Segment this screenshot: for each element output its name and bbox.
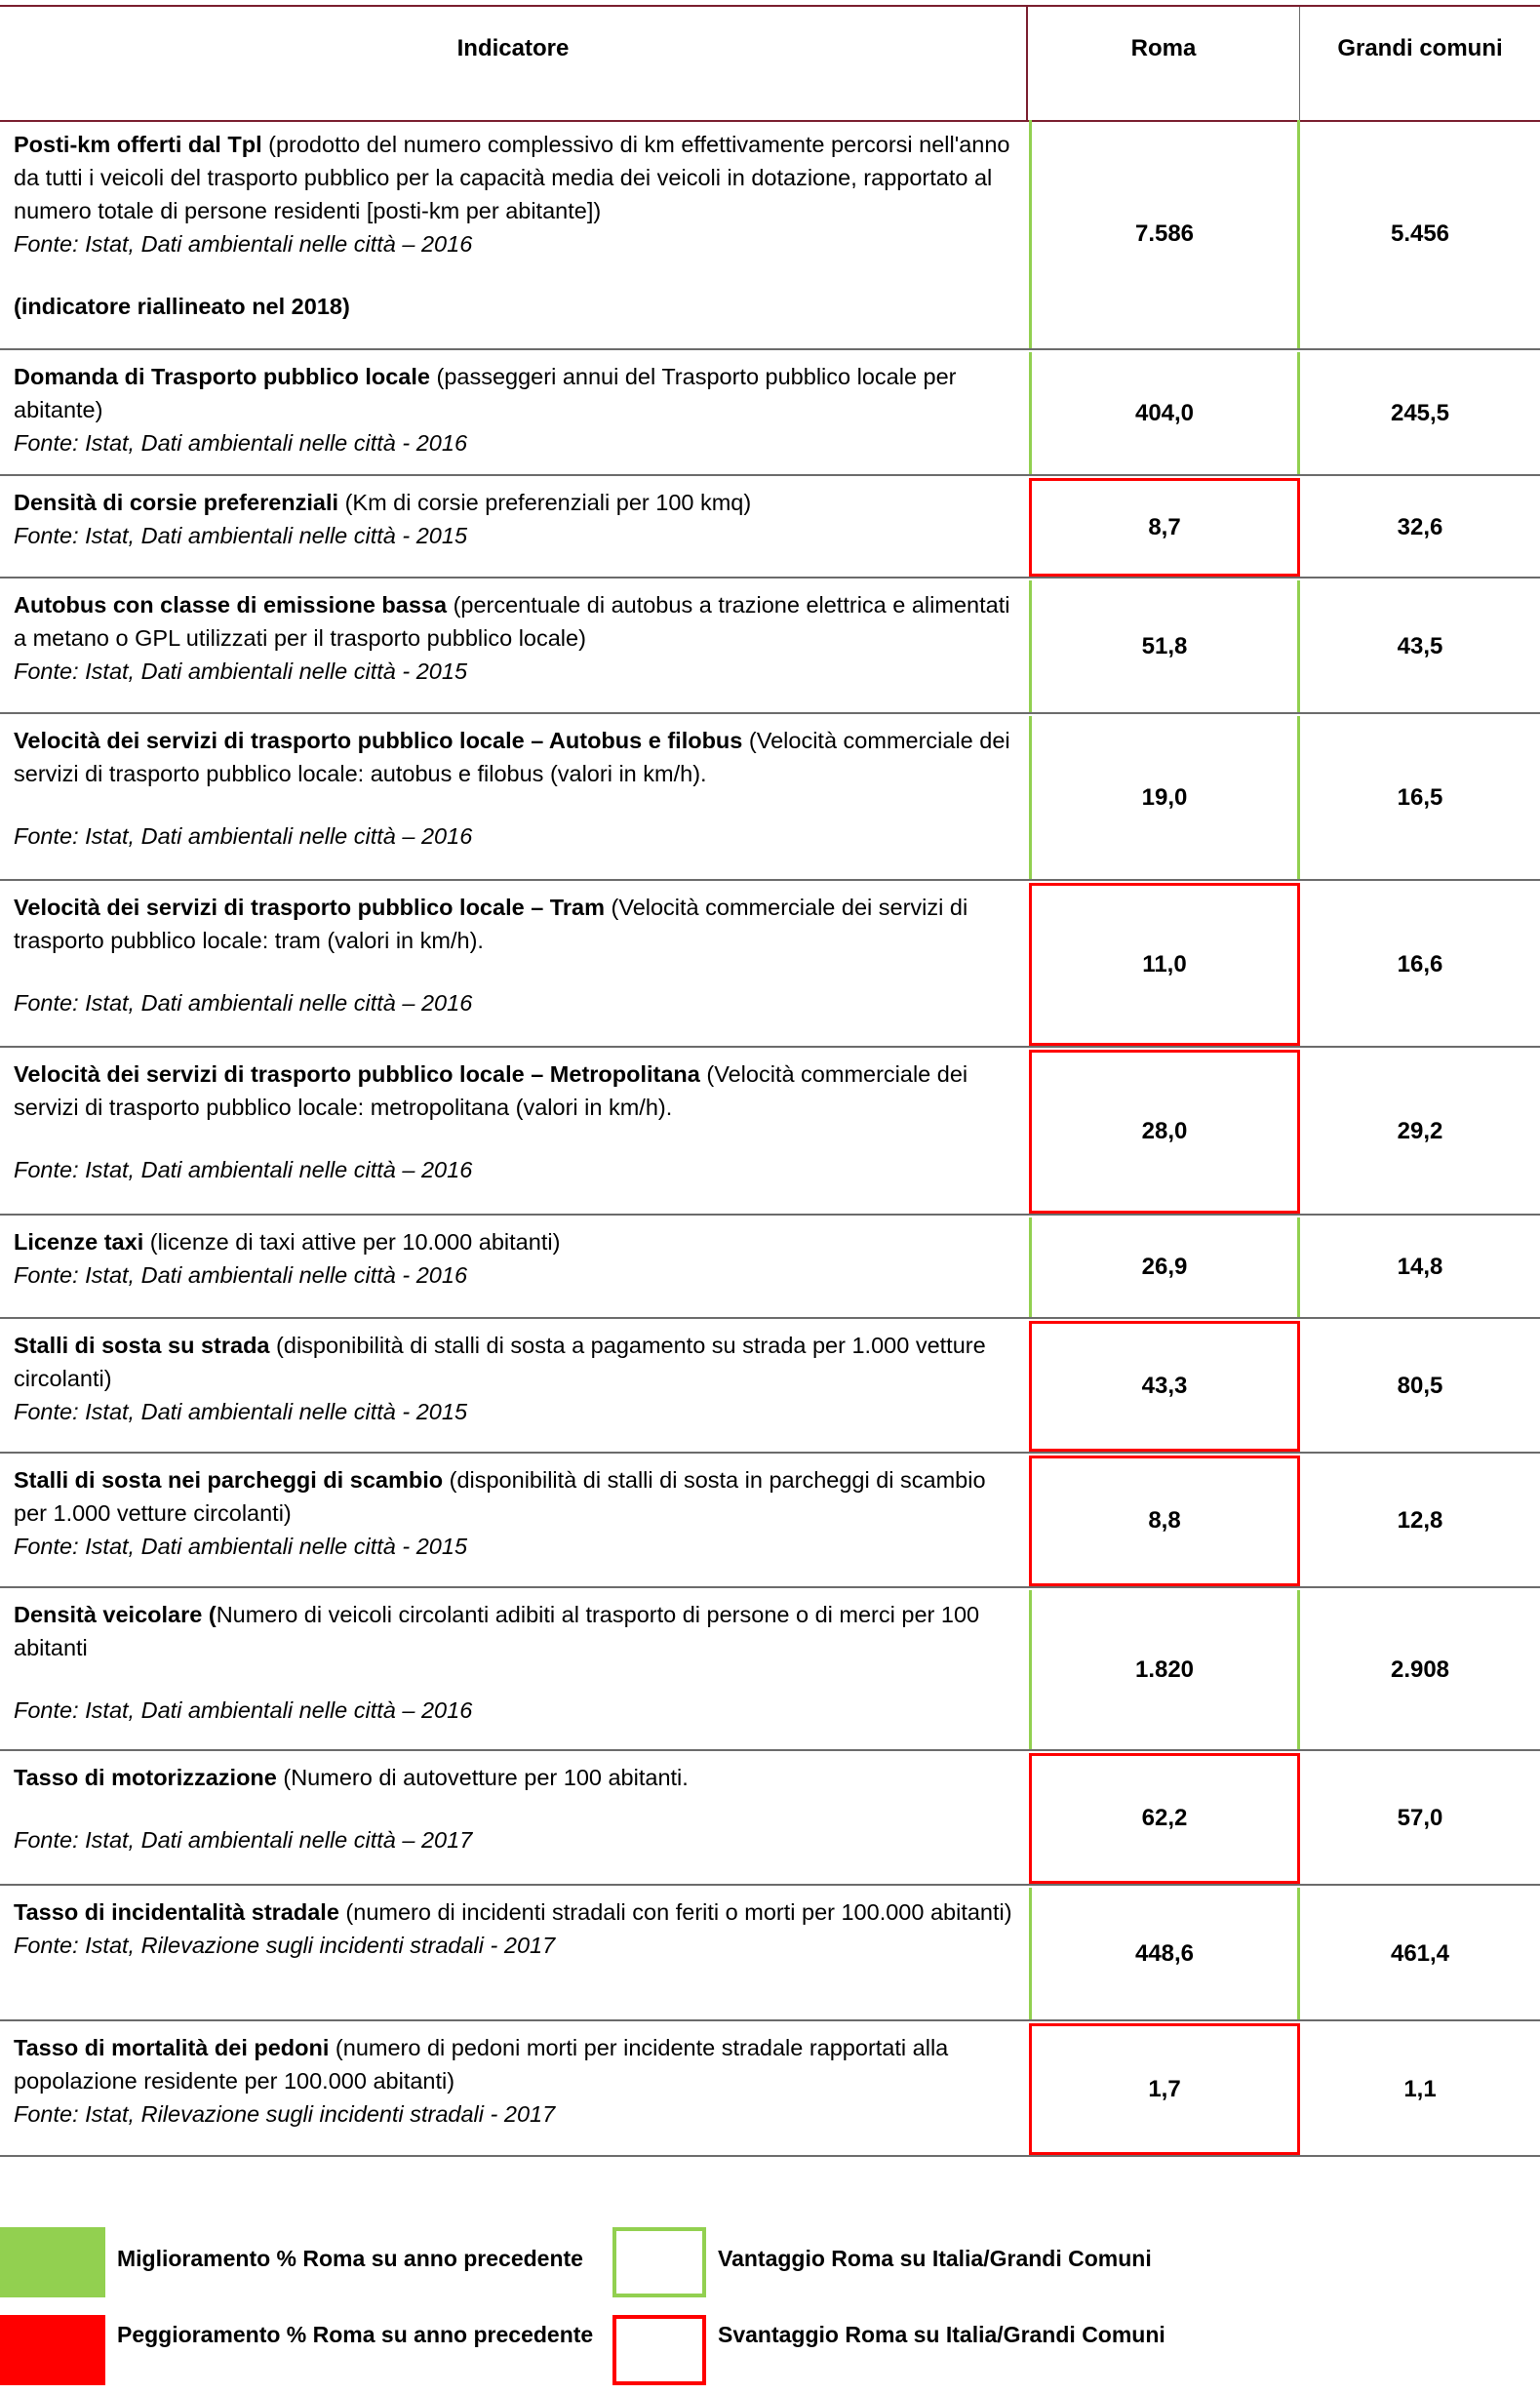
table-row: [0, 352, 1540, 476]
indicator-name: Densità veicolare (: [14, 1602, 217, 1627]
indicator-name: Stalli di sosta su strada: [14, 1333, 270, 1358]
grandi-comuni-value: 16,5: [1397, 783, 1443, 811]
roma-value: 19,0: [1029, 716, 1300, 879]
roma-value: 448,6: [1029, 1888, 1300, 2019]
indicator-source: Fonte: Istat, Dati ambientali nelle città – 2016: [14, 1157, 473, 1182]
roma-value: 26,9: [1029, 1217, 1300, 1317]
grandi-comuni-value: 43,5: [1397, 632, 1443, 659]
legend-peggioramento: Peggioramento % Roma su anno precedente: [117, 2322, 594, 2347]
grandi-comuni-value: 80,5: [1397, 1373, 1443, 1399]
indicator-definition: (passeggeri annui del Trasporto pubblico locale per abitante): [14, 364, 957, 422]
grandi-comuni-value: 245,5: [1390, 399, 1450, 426]
table-row: [0, 1050, 1540, 1216]
grandi-comuni-value: 1,1: [1403, 2075, 1437, 2102]
roma-value: 8,8: [1029, 1456, 1300, 1586]
table-header: [0, 5, 1540, 122]
indicator-description: [14, 1463, 1018, 1563]
indicator-source: Fonte: Istat, Dati ambientali nelle città – 2016: [14, 823, 473, 849]
indicator-name: Velocità dei servizi di trasporto pubblico locale – Autobus e filobus: [14, 728, 743, 753]
indicator-description: [14, 486, 1018, 552]
indicator-name: Tasso di mortalità dei pedoni: [14, 2035, 330, 2060]
grandi-comuni-value: 12,8: [1397, 1507, 1443, 1534]
header-indicatore: Indicatore: [456, 35, 570, 61]
roma-value: 404,0: [1029, 352, 1300, 474]
indicator-description: [14, 1057, 1018, 1186]
indicator-name: Autobus con classe di emissione bassa: [14, 592, 448, 618]
table-row: [0, 1217, 1540, 1319]
indicator-definition: (Velocità commerciale dei servizi di trasporto pubblico locale: autobus e filobus (valori in km/h).: [14, 728, 1010, 786]
indicator-definition: (licenze di taxi attive per 10.000 abitanti): [143, 1229, 561, 1255]
indicator-definition: (Velocità commerciale dei servizi di trasporto pubblico locale: tram (valori in km/h).: [14, 895, 968, 953]
indicator-source: Fonte: Istat, Dati ambientali nelle città – 2016: [14, 231, 473, 257]
indicator-description: [14, 2031, 1018, 2131]
indicator-description: [14, 724, 1018, 853]
indicator-source: Fonte: Istat, Rilevazione sugli incidenti stradali - 2017: [14, 1933, 556, 1958]
legend-red-fill-swatch: [0, 2315, 105, 2385]
grandi-comuni-value: 29,2: [1397, 1118, 1443, 1144]
legend-red-outline-swatch: [612, 2315, 706, 2385]
indicator-source: Fonte: Istat, Dati ambientali nelle città – 2016: [14, 1697, 473, 1723]
indicator-name: Densità di corsie preferenziali: [14, 490, 339, 515]
header-grandi-comuni: Grandi comuni: [1337, 35, 1503, 61]
table-row: [0, 1888, 1540, 2021]
indicator-definition: (prodotto del numero complessivo di km effettivamente percorsi nell'anno da tutti i veicoli del trasporto pubblico per la capacità media dei veicoli in dotazione, rapportato al numero totale di persone residenti [posti-km per abitante]): [14, 132, 1010, 223]
table-row: [0, 1590, 1540, 1751]
indicator-name: Licenze taxi: [14, 1229, 144, 1255]
table-row: [0, 120, 1540, 350]
indicator-description: [14, 360, 1018, 459]
indicator-description: [14, 1761, 1018, 1856]
table-row: [0, 1456, 1540, 1588]
grandi-comuni-value: 461,4: [1390, 1939, 1450, 1967]
indicator-definition: (Km di corsie preferenziali per 100 kmq): [338, 490, 752, 515]
indicator-description: [14, 1598, 1018, 1727]
indicator-source: Fonte: Istat, Dati ambientali nelle città - 2015: [14, 1399, 468, 1424]
indicator-description: [14, 891, 1018, 1019]
indicator-name: Velocità dei servizi di trasporto pubblico locale – Metropolitana: [14, 1061, 700, 1087]
legend-miglioramento: Miglioramento % Roma su anno precedente: [117, 2246, 583, 2271]
indicator-description: [14, 588, 1018, 688]
table-row: [0, 1753, 1540, 1886]
grandi-comuni-value: 16,6: [1397, 950, 1443, 978]
indicator-note: (indicatore riallineato nel 2018): [14, 294, 350, 319]
indicator-name: Tasso di incidentalità stradale: [14, 1899, 339, 1925]
roma-value: 51,8: [1029, 580, 1300, 712]
grandi-comuni-value: 2.908: [1390, 1656, 1450, 1683]
grandi-comuni-value: 57,0: [1397, 1805, 1443, 1831]
indicator-definition: (Velocità commerciale dei servizi di trasporto pubblico locale: metropolitana (valori in km/h).: [14, 1061, 968, 1120]
roma-value: 62,2: [1029, 1753, 1300, 1884]
table-row: [0, 1321, 1540, 1454]
indicator-source: Fonte: Istat, Dati ambientali nelle città – 2016: [14, 990, 473, 1016]
roma-value: 8,7: [1029, 478, 1300, 577]
indicator-source: Fonte: Istat, Dati ambientali nelle città - 2016: [14, 430, 468, 456]
table-row: [0, 883, 1540, 1048]
indicator-name: Domanda di Trasporto pubblico locale: [14, 364, 430, 389]
indicator-description: [14, 1225, 1018, 1292]
roma-value: 7.586: [1029, 120, 1300, 348]
table-row: [0, 580, 1540, 714]
legend-green-outline-swatch: [612, 2227, 706, 2297]
indicator-definition: (disponibilità di stalli di sosta in parcheggi di scambio per 1.000 vetture circolanti): [14, 1467, 986, 1526]
indicator-name: Posti-km offerti dal Tpl: [14, 132, 262, 157]
indicator-definition: (numero di pedoni morti per incidente stradale rapportati alla popolazione residente per 100.000 abitanti): [14, 2035, 949, 2094]
legend-green-fill-swatch: [0, 2227, 105, 2297]
indicator-name: Velocità dei servizi di trasporto pubblico locale – Tram: [14, 895, 605, 920]
roma-value: 1.820: [1029, 1590, 1300, 1749]
grandi-comuni-value: 32,6: [1397, 513, 1443, 540]
indicator-definition: (disponibilità di stalli di sosta a pagamento su strada per 1.000 vetture circolanti): [14, 1333, 986, 1391]
indicator-source: Fonte: Istat, Dati ambientali nelle città - 2016: [14, 1262, 468, 1288]
table-row: [0, 2023, 1540, 2157]
legend-svantaggio: Svantaggio Roma su Italia/Grandi Comuni: [718, 2322, 1165, 2347]
grandi-comuni-value: 14,8: [1397, 1254, 1443, 1280]
indicator-source: Fonte: Istat, Dati ambientali nelle città - 2015: [14, 1534, 468, 1559]
roma-value: 11,0: [1029, 883, 1300, 1046]
roma-value: 1,7: [1029, 2023, 1300, 2155]
grandi-comuni-value: 5.456: [1390, 220, 1450, 247]
indicator-source: Fonte: Istat, Dati ambientali nelle città – 2017: [14, 1827, 473, 1853]
legend-vantaggio: Vantaggio Roma su Italia/Grandi Comuni: [718, 2246, 1152, 2271]
roma-value: 43,3: [1029, 1321, 1300, 1452]
indicator-name: Tasso di motorizzazione: [14, 1765, 277, 1790]
header-roma: Roma: [1130, 35, 1197, 61]
indicator-source: Fonte: Istat, Dati ambientali nelle città - 2015: [14, 658, 468, 684]
indicator-definition: (Numero di autovetture per 100 abitanti.: [276, 1765, 689, 1790]
indicator-source: Fonte: Istat, Rilevazione sugli incidenti stradali - 2017: [14, 2101, 556, 2127]
indicator-description: [14, 128, 1018, 323]
indicator-definition: (percentuale di autobus a trazione elettrica e alimentati a metano o GPL utilizzati per il trasporto pubblico locale): [14, 592, 1010, 651]
indicator-name: Stalli di sosta nei parcheggi di scambio: [14, 1467, 444, 1493]
indicator-definition: Numero di veicoli circolanti adibiti al trasporto di persone o di merci per 100 abitanti: [14, 1602, 980, 1660]
table-row: [0, 716, 1540, 881]
indicator-definition: (numero di incidenti stradali con feriti o morti per 100.000 abitanti): [338, 1899, 1012, 1925]
indicator-source: Fonte: Istat, Dati ambientali nelle città - 2015: [14, 523, 468, 548]
table-row: [0, 478, 1540, 579]
roma-value: 28,0: [1029, 1050, 1300, 1214]
indicator-description: [14, 1329, 1018, 1428]
indicator-description: [14, 1895, 1018, 1962]
